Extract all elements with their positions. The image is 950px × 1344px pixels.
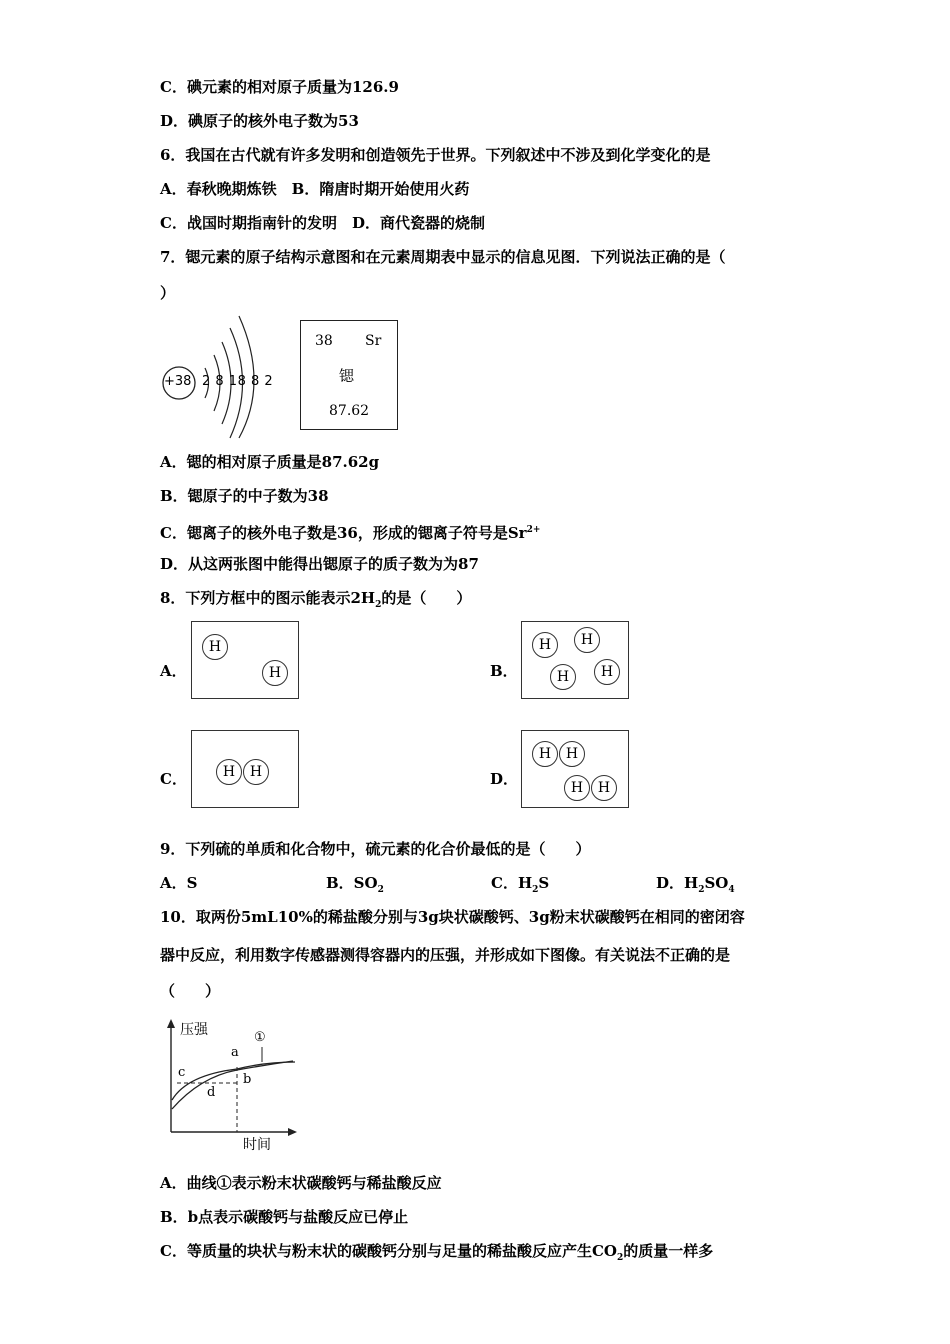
curve-1 — [172, 1062, 295, 1100]
q8-label-b: B． — [490, 662, 518, 680]
q7-option-b: B．锶原子的中子数为38 — [160, 487, 329, 505]
q7-stem-line1: 7．锶元素的原子结构示意图和在元素周期表中显示的信息见图．下列说法正确的是（ — [160, 248, 726, 266]
point-c-label: c — [178, 1065, 186, 1080]
q5-option-d: D．碘原子的核外电子数为53 — [160, 112, 359, 130]
pressure-graph-svg — [155, 1015, 305, 1155]
periodic-table-cell — [300, 320, 398, 430]
q8-stem: 8．下列方框中的图示能表示$2H_2$的是（ ） — [160, 589, 472, 610]
q7-option-c: C．锶离子的核外电子数是36，形成的锶离子符号是$Sr^{2+}$ — [160, 524, 541, 542]
q9-stem: 9．下列硫的单质和化合物中，硫元素的化合价最低的是（ ） — [160, 840, 591, 858]
hydrogen-atom: H — [594, 659, 620, 685]
q8-box-c — [191, 730, 299, 808]
atom-structure-diagram — [160, 310, 280, 440]
atomic-mass: 87.62 — [329, 403, 370, 419]
q9-option-c: C．$H_2S$ — [491, 874, 550, 895]
q8-box-a — [191, 621, 299, 699]
y-axis-arrow — [167, 1019, 175, 1028]
q6-stem: 6．我国在古代就有许多发明和创造领先于世界。下列叙述中不涉及到化学变化的是 — [160, 146, 711, 164]
y-axis-label: 压强 — [180, 1022, 208, 1038]
hydrogen-atom: H — [591, 775, 617, 801]
x-axis-arrow — [288, 1128, 297, 1136]
hydrogen-atom: H — [564, 775, 590, 801]
element-name: 锶 — [339, 367, 355, 385]
q9-option-a: A．S — [160, 874, 198, 892]
q9-option-d: D．$H_2SO_4$ — [656, 874, 735, 895]
q10-stem-line3: （ ） — [160, 982, 221, 1000]
q10-stem-line2: 器中反应，利用数字传感器测得容器内的压强，并形成如下图像。有关说法不正确的是 — [160, 946, 731, 964]
point-a-label: a — [231, 1045, 239, 1060]
electron-shells: 2 8 18 8 2 — [202, 374, 274, 389]
q8-label-c: C． — [160, 770, 187, 788]
hydrogen-atom: H — [559, 741, 585, 767]
q10-option-b: B．b点表示碳酸钙与盐酸反应已停止 — [160, 1208, 409, 1226]
nucleus-charge: +38 — [164, 374, 192, 389]
element-symbol: Sr — [365, 333, 382, 349]
curve-2 — [172, 1061, 293, 1109]
hydrogen-atom: H — [550, 664, 576, 690]
q10-option-a: A．曲线①表示粉末状碳酸钙与稀盐酸反应 — [160, 1174, 442, 1192]
pressure-time-graph — [155, 1015, 305, 1155]
q10-option-c: C．等质量的块状与粉末状的碳酸钙分别与足量的稀盐酸反应产生$CO_2$的质量一样多 — [160, 1242, 714, 1263]
x-axis-label: 时间 — [243, 1137, 271, 1153]
q8-box-b — [521, 621, 629, 699]
q6-options-ab: A．春秋晚期炼铁 B．隋唐时期开始使用火药 — [160, 180, 470, 198]
atomic-number: 38 — [315, 333, 333, 349]
hydrogen-atom: H — [216, 759, 242, 785]
hydrogen-atom: H — [202, 634, 228, 660]
q7-option-a: A．锶的相对原子质量是87.62g — [160, 453, 380, 471]
hydrogen-atom: H — [532, 632, 558, 658]
hydrogen-atom: H — [574, 627, 600, 653]
q8-label-d: D． — [490, 770, 519, 788]
hydrogen-atom: H — [532, 741, 558, 767]
q10-stem-line1: 10．取两份5mL10%的稀盐酸分别与3g块状碳酸钙、3g粉末状碳酸钙在相同的密闭容 — [160, 908, 745, 926]
hydrogen-atom: H — [243, 759, 269, 785]
q7-option-d: D．从这两张图中能得出锶原子的质子数为为87 — [160, 555, 479, 573]
q9-option-b: B．$SO_2$ — [326, 874, 384, 895]
point-d-label: d — [207, 1085, 216, 1100]
hydrogen-atom: H — [262, 660, 288, 686]
q8-label-a: A． — [160, 662, 187, 680]
q8-box-d — [521, 730, 629, 808]
q7-stem-line2: ） — [160, 284, 176, 302]
q5-option-c: C．碘元素的相对原子质量为126.9 — [160, 78, 399, 96]
point-b-label: b — [243, 1072, 252, 1087]
curve-1-label: ① — [254, 1030, 266, 1045]
q6-options-cd: C．战国时期指南针的发明 D．商代瓷器的烧制 — [160, 214, 485, 232]
